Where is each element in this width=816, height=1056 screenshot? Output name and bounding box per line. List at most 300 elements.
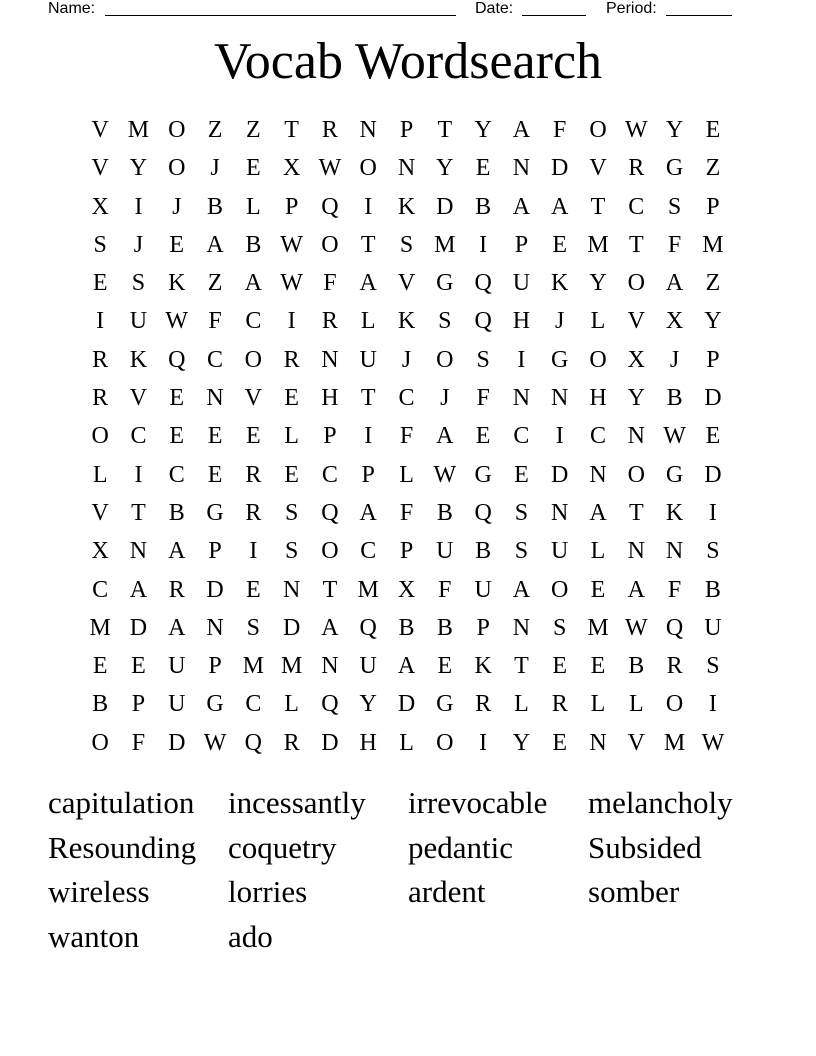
grid-letter: Q [321,193,339,220]
grid-letter: E [169,231,185,258]
grid-letter: U [704,614,722,641]
grid-letter: D [168,729,186,756]
grid-letter: L [284,423,299,450]
grid-letter: P [208,538,222,565]
grid-letter: L [92,461,108,488]
grid-letter: R [551,691,568,718]
grid-letter: C [398,385,415,412]
grid-letter: A [168,614,186,641]
grid-letter: X [397,576,416,603]
grid-letter: Q [359,614,377,641]
grid-letter: O [168,155,186,182]
grid-letter: U [512,270,531,297]
grid-letter: B [398,614,415,641]
word-bank-row [48,916,788,961]
grid-letter: E [284,461,299,488]
grid-letter: E [552,653,568,680]
grid-letter: D [206,576,224,603]
grid-letter: A [359,499,377,526]
grid-letter: E [131,653,146,680]
grid-letter: A [321,614,339,641]
grid-letter: R [92,385,109,412]
letter-grid [81,111,733,762]
grid-letter: H [512,308,531,335]
grid-letter: P [399,117,414,143]
grid-letter: U [551,538,569,565]
grid-letter: E [169,423,185,450]
grid-letter: C [130,423,147,450]
word-bank-item: capitulation [48,785,195,820]
grid-letter: R [92,346,109,373]
grid-letter: W [624,117,648,143]
grid-letter: F [667,231,682,258]
grid-letter: W [165,308,189,335]
grid-letter: W [280,231,303,258]
grid-letter: N [129,538,148,565]
grid-letter: E [207,461,223,488]
grid-letter: V [91,499,109,526]
grid-letter: R [321,308,338,335]
grid-letter: V [91,155,109,182]
word-bank-item: incessantly [228,785,366,820]
grid-letter: U [359,653,377,680]
grid-letter: I [134,193,143,220]
grid-letter: E [169,385,185,412]
period-blank-line [666,15,732,16]
grid-letter: E [705,423,721,450]
grid-letter: L [590,538,606,565]
grid-letter: N [282,576,301,603]
grid-row [81,149,733,187]
grid-letter: N [551,385,569,412]
grid-letter: O [91,423,109,450]
grid-letter: H [589,385,607,412]
grid-letter: O [91,729,109,756]
grid-letter: A [168,538,186,565]
grid-letter: P [399,538,414,565]
grid-letter: N [512,155,531,182]
grid-letter: C [245,308,262,335]
grid-letter: A [512,193,531,220]
grid-letter: M [280,653,303,680]
word-bank-item: ado [228,918,273,954]
grid-letter: D [321,729,339,756]
grid-letter: B [168,499,185,526]
grid-letter: M [127,117,150,143]
grid-letter: L [514,691,529,718]
word-bank-item: lorries [228,874,308,910]
grid-letter: S [284,499,299,526]
grid-letter: B [436,499,453,526]
grid-letter: J [210,155,220,182]
grid-letter: A [627,576,645,603]
grid-letter: G [436,270,454,297]
word-bank-item: melancholy [588,785,733,820]
grid-letter: Z [207,270,223,297]
grid-letter: O [627,461,645,488]
grid-letter: H [359,729,377,756]
grid-row [81,302,733,340]
grid-letter: Y [436,155,454,182]
grid-letter: N [627,538,645,565]
grid-letter: Q [474,499,492,526]
grid-letter: E [514,461,529,488]
name-label: Name: [48,0,96,17]
grid-letter: R [321,117,338,143]
grid-letter: Z [705,270,721,297]
grid-row [81,724,733,762]
grid-letter: O [436,729,454,756]
grid-letter: J [555,308,565,335]
grid-row [81,532,733,570]
grid-letter: O [627,270,645,297]
grid-letter: O [589,346,607,373]
grid-letter: O [589,117,607,143]
word-bank-item: pedantic [408,829,514,865]
grid-letter: E [92,270,108,297]
grid-letter: P [208,653,222,680]
word-bank-item: wanton [48,918,140,954]
grid-letter: M [663,729,686,756]
grid-letter: V [91,117,109,143]
grid-letter: C [360,538,377,565]
grid-letter: G [665,155,684,182]
grid-letter: C [207,346,224,373]
grid-letter: R [283,729,300,756]
grid-letter: N [321,653,339,680]
grid-letter: D [129,614,148,641]
grid-letter: C [590,423,607,450]
grid-letter: B [436,614,453,641]
grid-letter: K [474,653,492,680]
period-label: Period: [606,0,657,17]
grid-letter: G [436,691,454,718]
grid-letter: L [399,461,414,488]
grid-letter: E [437,653,453,680]
grid-letter: D [704,385,722,412]
grid-letter: U [436,538,454,565]
grid-letter: S [246,614,261,641]
grid-letter: N [589,729,607,756]
grid-letter: E [590,576,606,603]
grid-letter: E [284,385,299,412]
grid-letter: Z [705,155,721,182]
grid-letter: Y [589,270,607,297]
grid-letter: N [589,461,607,488]
grid-letter: A [397,653,416,680]
grid-letter: Q [321,499,339,526]
grid-letter: N [512,614,531,641]
grid-letter: S [284,538,299,565]
grid-letter: D [551,155,569,182]
grid-letter: G [474,461,492,488]
grid-letter: F [553,117,567,143]
word-bank-item: irrevocable [408,785,548,820]
grid-letter: T [284,117,299,143]
grid-letter: A [551,193,569,220]
grid-row [81,341,733,379]
grid-letter: S [514,538,529,565]
grid-letter: Q [474,308,492,335]
grid-letter: O [436,346,454,373]
grid-letter: J [440,385,450,412]
grid-letter: P [131,691,146,718]
grid-letter: N [206,385,224,412]
grid-letter: E [552,729,568,756]
grid-letter: R [475,691,492,718]
grid-letter: W [280,270,303,297]
grid-letter: E [246,423,261,450]
grid-letter: B [475,193,492,220]
grid-row [81,647,733,685]
grid-letter: A [244,270,262,297]
grid-letter: P [323,423,337,450]
grid-letter: E [475,155,491,182]
grid-letter: A [512,576,531,603]
grid-letter: T [437,117,453,143]
page-title: Vocab Wordsearch [213,33,603,90]
grid-letter: N [512,385,531,412]
word-bank-item: somber [588,874,680,910]
grid-letter: B [207,193,224,220]
word-bank-row [48,871,788,916]
grid-letter: C [245,691,262,718]
grid-letter: J [669,346,680,373]
grid-letter: S [93,231,107,258]
grid-letter: J [401,346,412,373]
grid-letter: G [665,461,684,488]
grid-letter: Y [359,691,377,718]
grid-row [81,264,733,302]
grid-letter: V [627,308,645,335]
grid-letter: I [479,231,488,258]
grid-letter: I [708,499,717,526]
grid-letter: Z [246,117,261,143]
grid-letter: S [399,231,414,258]
grid-letter: I [708,691,717,718]
grid-letter: T [322,576,338,603]
word-bank-row [48,827,788,872]
grid-letter: B [92,691,109,718]
grid-letter: N [627,423,645,450]
grid-letter: F [399,423,414,450]
word-bank-item: Resounding [48,829,197,865]
grid-letter: M [702,231,724,258]
grid-letter: U [359,346,377,373]
grid-letter: V [244,385,262,412]
grid-letter: W [203,729,227,756]
grid-letter: E [552,231,568,258]
grid-letter: T [360,385,376,412]
grid-letter: M [434,231,456,258]
grid-letter: B [475,538,492,565]
grid-letter: C [513,423,530,450]
grid-letter: E [246,155,261,182]
grid-letter: T [628,499,644,526]
grid-letter: P [706,193,720,220]
grid-letter: E [246,576,261,603]
grid-letter: B [666,385,683,412]
grid-letter: S [706,653,720,680]
grid-letter: K [397,193,416,220]
grid-letter: O [321,231,339,258]
grid-letter: Y [129,155,148,182]
grid-letter: Y [704,308,722,335]
grid-letter: C [92,576,109,603]
grid-letter: U [129,308,148,335]
word-bank-row [48,782,788,827]
grid-letter: E [207,423,223,450]
grid-letter: I [96,308,105,335]
grid-letter: E [92,653,108,680]
grid-letter: X [282,155,301,182]
grid-letter: S [438,308,452,335]
grid-letter: O [665,691,684,718]
grid-letter: W [701,729,725,756]
grid-letter: U [168,653,186,680]
grid-letter: G [206,499,224,526]
grid-letter: A [129,576,148,603]
grid-letter: B [704,576,721,603]
grid-letter: V [627,729,645,756]
grid-letter: X [665,308,684,335]
grid-letter: E [590,653,606,680]
grid-letter: N [397,155,416,182]
grid-letter: I [364,423,373,450]
grid-letter: S [667,193,682,220]
grid-letter: I [287,308,296,335]
grid-letter: F [323,270,337,297]
grid-letter: X [91,538,109,565]
grid-letter: F [399,499,414,526]
grid-letter: S [514,499,529,526]
grid-letter: O [359,155,377,182]
grid-letter: S [553,614,567,641]
grid-letter: V [397,270,416,297]
word-bank-item: coquetry [228,829,337,865]
grid-letter: F [208,308,222,335]
grid-letter: A [359,270,377,297]
grid-letter: L [590,691,606,718]
grid-letter: T [360,231,376,258]
date-label: Date: [475,0,514,17]
grid-letter: Y [665,117,684,143]
grid-letter: A [512,117,531,143]
grid-letter: L [628,691,644,718]
date-blank-line [522,15,586,16]
grid-letter: F [438,576,452,603]
grid-row [81,226,733,264]
word-bank-item: ardent [408,874,486,910]
grid-letter: R [666,653,683,680]
name-blank-line [105,15,456,16]
grid-letter: D [282,614,301,641]
word-bank-item: Subsided [588,829,702,865]
grid-row [81,494,733,532]
grid-letter: M [587,614,609,641]
grid-letter: D [436,193,454,220]
grid-row [81,379,733,417]
grid-letter: P [284,193,299,220]
grid-letter: R [245,461,262,488]
grid-row [81,417,733,455]
grid-row [81,609,733,647]
grid-row [81,111,733,149]
grid-letter: M [89,614,111,641]
grid-letter: Y [627,385,645,412]
grid-row [81,571,733,609]
grid-letter: F [667,576,682,603]
grid-letter: Q [168,346,186,373]
grid-letter: R [168,576,185,603]
grid-letter: L [284,691,299,718]
grid-letter: M [587,231,609,258]
grid-letter: J [133,231,144,258]
grid-letter: N [359,117,377,143]
grid-letter: I [555,423,564,450]
grid-letter: K [168,270,186,297]
grid-letter: O [168,117,186,143]
grid-letter: I [249,538,258,565]
grid-letter: M [357,576,379,603]
grid-letter: P [476,614,490,641]
grid-letter: I [134,461,143,488]
grid-letter: T [628,231,644,258]
grid-letter: T [590,193,606,220]
grid-letter: K [551,270,569,297]
grid-letter: P [514,231,529,258]
grid-letter: T [131,499,146,526]
grid-letter: Q [321,691,339,718]
grid-letter: V [589,155,607,182]
grid-letter: Q [244,729,262,756]
grid-letter: V [129,385,148,412]
grid-letter: B [628,653,645,680]
grid-letter: B [245,231,262,258]
grid-letter: N [551,499,569,526]
grid-letter: L [246,193,261,220]
grid-letter: X [627,346,645,373]
grid-letter: O [551,576,569,603]
grid-letter: T [514,653,529,680]
grid-letter: A [436,423,454,450]
grid-letter: L [360,308,376,335]
grid-letter: F [476,385,490,412]
grid-letter: K [665,499,684,526]
grid-letter: R [245,499,262,526]
grid-letter: I [479,729,488,756]
grid-letter: D [551,461,569,488]
grid-row [81,685,733,723]
grid-letter: O [244,346,262,373]
grid-letter: S [706,538,720,565]
grid-letter: D [397,691,416,718]
word-bank [48,782,788,960]
grid-letter: D [704,461,722,488]
grid-letter: G [206,691,224,718]
grid-letter: L [399,729,414,756]
grid-letter: U [168,691,186,718]
word-bank-item: wireless [48,874,150,910]
grid-letter: Y [474,117,492,143]
grid-letter: P [361,461,375,488]
grid-letter: C [321,461,338,488]
grid-letter: H [321,385,339,412]
grid-letter: W [318,155,342,182]
grid-letter: R [283,346,300,373]
grid-letter: K [129,346,148,373]
grid-letter: O [321,538,339,565]
